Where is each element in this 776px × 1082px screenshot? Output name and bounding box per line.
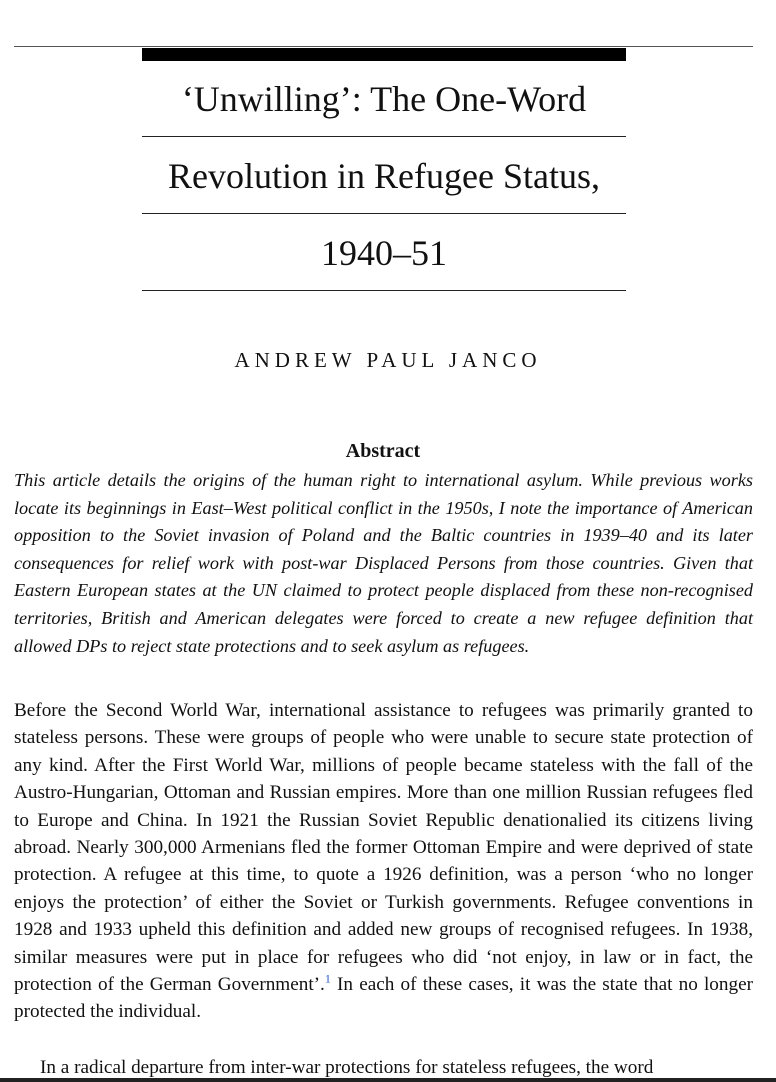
- body-paragraph-2: In a radical departure from inter-war protections for stateless refugees, the word: [40, 1057, 654, 1078]
- abstract-text: This article details the origins of the human right to international asylum. While previous works locate its beginnings in East–West political conflict in the 1950s, I note the importance of American opposition to the Soviet invasion of Poland and the Baltic countries in 1939–40 and its later consequences for relief work with post-war Displaced Persons from those countries. Given that Eastern European states at the UN claimed to protect people displaced from these non-recognised territories, British and American delegates were forced to create a new refugee definition that allowed DPs to reject state protections and to seek asylum as refugees.: [14, 470, 753, 656]
- body-paragraph-1-text: Before the Second World War, international assistance to refugees was primarily granted to stateless persons. These were groups of people who were unable to secure state protection of any kind. After the First World War, millions of people became stateless with the fall of the Austro-Hungarian, Ottoman and Russian empires. More than one million Russian refugees fled to Europe and China. In 1921 the Russian Soviet Republic denationalied its citizens living abroad. Nearly 300,000 Armenians fled the former Ottoman Empire and were deprived of state protection. A refugee at this time, to quote a 1926 definition, was a person ‘who no longer enjoys the protection’ of either the Soviet or Turkish governments. Refugee conventions in 1928 and 1933 upheld this definition and added new groups of recognised refugees. In 1938, similar measures were put in place for refugees who did ‘not enjoy, in law or in fact, the protection of the German Government’.: [14, 700, 753, 996]
- author-name: ANDREW PAUL JANCO: [234, 348, 542, 372]
- footnote-ref-1[interactable]: 1: [324, 971, 331, 986]
- article-title-line-1: ‘Unwilling’: The One-Word: [142, 61, 626, 137]
- body-paragraph-1: [14, 697, 753, 1026]
- title-bar: [142, 48, 626, 61]
- abstract-heading: Abstract: [345, 440, 421, 462]
- body-paragraph-1-continuation: In each of these cases, it was the state that no longer protected the individual.: [14, 974, 753, 1023]
- header-rule: [14, 46, 753, 47]
- article-title-line-3: 1940–51: [142, 215, 626, 291]
- page-bottom-edge: [0, 1078, 776, 1082]
- article-title-line-2: Revolution in Refugee Status,: [142, 138, 626, 214]
